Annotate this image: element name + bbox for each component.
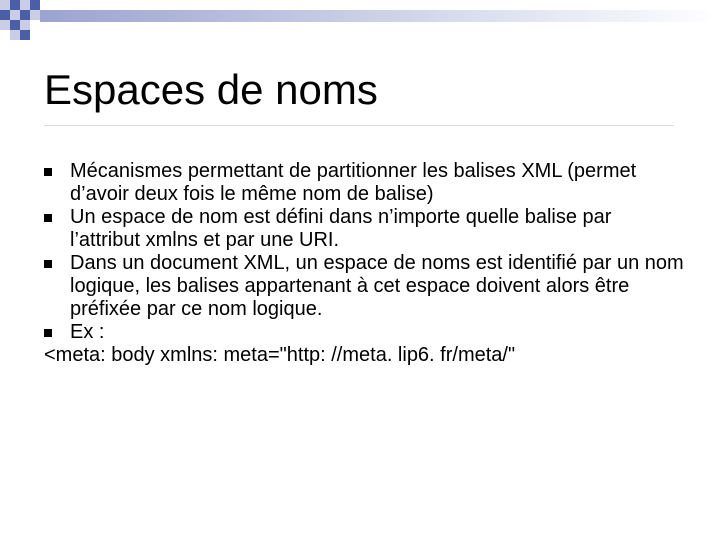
bullet-item (44, 252, 684, 321)
decor-square (10, 0, 20, 10)
decor-square (30, 10, 40, 20)
decor-square (0, 20, 10, 30)
bullet-item (44, 321, 684, 344)
decor-square (20, 10, 30, 20)
bullet-text: Ex : (70, 321, 105, 343)
decor-square (0, 0, 10, 10)
corner-decoration (0, 0, 720, 50)
decor-square (0, 10, 10, 20)
bullet-text: Mécanismes permettant de partitionner les balises XML (permet d’avoir deux fois le même nom de balise) (70, 160, 637, 205)
bullet-list (44, 160, 684, 367)
decor-square (20, 0, 30, 10)
bullet-item (44, 160, 684, 206)
square-bullet-icon (44, 260, 52, 268)
bullet-text: Un espace de nom est défini dans n’importe quelle balise par l’attribut xmlns et par une URI. (70, 206, 612, 251)
bullet-item (44, 206, 684, 252)
square-bullet-icon (44, 168, 52, 176)
square-bullet-icon (44, 214, 52, 222)
decor-square (20, 30, 30, 40)
example-code: <meta: body xmlns: meta="http: //meta. lip6. fr/meta/" (44, 344, 516, 366)
decor-square (10, 30, 20, 40)
decor-square (30, 0, 40, 10)
square-bullet-icon (44, 329, 52, 337)
title-divider (44, 125, 674, 126)
header-gradient-bar (40, 10, 720, 22)
slide-title: Espaces de noms (44, 66, 378, 113)
decor-square (20, 20, 30, 30)
decor-square (10, 20, 20, 30)
decor-square (10, 10, 20, 20)
bullet-text: Dans un document XML, un espace de noms est identifié par un nom logique, les balises appartenant à cet espace doivent alors être préfixée par ce nom logique. (70, 252, 684, 320)
